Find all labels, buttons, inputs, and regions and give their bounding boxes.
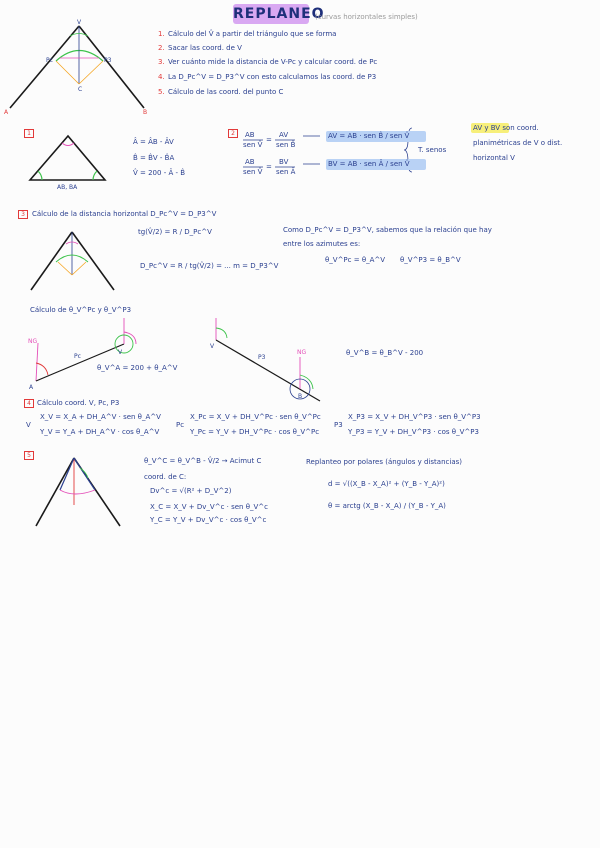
step-2-text: Sacar las coord. de V (168, 44, 242, 52)
diag1-label-v: V (77, 19, 82, 26)
s1-eq-b: B̂ = B̂V - B̂A (133, 154, 175, 162)
step-2-num: 2. (158, 44, 165, 52)
s3-left-v: V (118, 349, 123, 356)
step-5-num: 5. (158, 88, 165, 96)
s3-como-1: Como D_Pc^V = D_P3^V, sabemos que la relación que hay (283, 226, 492, 234)
s3-right-v: V (210, 343, 215, 350)
s2-res1: AV = AB · sen B̂ / sen V̂ (328, 132, 410, 140)
s2-side-note-3: horizontal V (473, 154, 515, 162)
s4-pc-x: X_Pc = X_V + DH_V^Pc · sen θ_V^Pc (190, 413, 321, 421)
s2-brace-note: T. senos (418, 146, 447, 154)
s5-az-eq: θ_V^C = θ_V^B - V̂/2 → Acimut C (144, 457, 262, 465)
s2-f1-num: AB (245, 131, 255, 139)
s3-left-a: A (29, 384, 34, 391)
s3-left-ng: NG (28, 338, 38, 345)
section-3-badge: 3 (18, 210, 28, 219)
s3-right-b: B (298, 393, 303, 400)
s4-p3-y: Y_P3 = Y_V + DH_V^P3 · cos θ_V^P3 (348, 428, 479, 436)
s4-pc-y: Y_Pc = Y_V + DH_V^Pc · cos θ_V^Pc (190, 428, 320, 436)
step-4-text: La D_Pc^V = D_P3^V con esto calculamos las coord. de P3 (168, 73, 377, 81)
s5-coord-c: coord. de C: (144, 473, 187, 481)
s5-xc-eq: X_C = X_V + Dv_V^c · sen θ_V^c (150, 503, 269, 511)
section-5-badge: 5 (24, 451, 34, 460)
s4-v-x: X_V = X_A + DH_A^V · sen θ_A^V (40, 413, 161, 421)
section-1-badge: 1 (24, 129, 34, 138)
s3-heading: Cálculo de la distancia horizontal D_Pc^V = D_P3^V (32, 210, 217, 218)
s4-heading: Cálculo coord. V, Pc, P3 (37, 399, 120, 407)
s3-rel-1: θ_V^Pc = θ_A^V (325, 256, 386, 264)
s5-d-eq: d = √((X_B - X_A)² + (Y_B - Y_A)²) (328, 480, 445, 488)
s2-f2-rden: sen Â (276, 168, 296, 176)
step-1-num: 1. (158, 30, 165, 38)
diag1-label-b: B (143, 109, 148, 116)
page-title: REPLANEO (233, 6, 325, 22)
s3-eq-right: θ_V^B = θ_B^V - 200 (346, 349, 424, 357)
s1-base-label: AB, BA (57, 184, 78, 191)
s1-eq-a: Â = ÂB - ÂV (133, 138, 174, 146)
step-3-text: Ver cuánto mide la distancia de V-Pc y calcular coord. de Pc (168, 58, 378, 66)
step-5-text: Cálculo de las coord. del punto C (168, 88, 284, 96)
section-4-badge: 4 (24, 399, 34, 408)
s3-left-pc: Pc (74, 353, 81, 360)
s2-res2: BV = AB · sen Â / sen V̂ (328, 160, 410, 168)
s3-tg-eq: tg(V̂/2) = R / D_Pc^V (138, 228, 212, 236)
s5-yc-eq: Y_C = Y_V + Dv_V^c · cos θ_V^c (150, 516, 267, 524)
s3-rel-2: θ_V^P3 = θ_B^V (400, 256, 461, 264)
s5-dv-eq: Dv^c = √(R² + D_V^2) (150, 487, 232, 495)
s5-theta-eq: θ = arctg (X_B - X_A) / (Y_B - Y_A) (328, 502, 446, 510)
s3-eq-left: θ_V^A = 200 + θ_A^V (97, 364, 178, 372)
s1-eq-v: V̂ = 200 - Â - B̂ (133, 169, 186, 177)
s4-p3-label: P3 (334, 421, 343, 429)
s4-v-y: Y_V = Y_A + DH_A^V · cos θ_A^V (40, 428, 160, 436)
s2-side-note-2: planimétricas de V o dist. (473, 139, 563, 147)
s2-eq1: = (266, 136, 272, 144)
s2-f1-rden: sen B̂ (276, 141, 296, 149)
s3-right-p3: P3 (258, 354, 266, 361)
s2-f2-den: sen V̂ (243, 168, 263, 176)
step-4-num: 4. (158, 73, 165, 81)
s3-d-eq: D_Pc^V = R / tg(V̂/2) = ... m = D_P3^V (140, 262, 279, 270)
s2-eq2: = (266, 163, 272, 171)
s3-como-2: entre los azimutes es: (283, 240, 361, 248)
s5-polar-head: Replanteo por polares (ángulos y distancias) (306, 458, 462, 466)
s2-f2-num: AB (245, 158, 255, 166)
diag1-label-a: A (4, 109, 9, 116)
s2-f1-rnum: AV (279, 131, 289, 139)
s3-right-ng: NG (297, 349, 307, 356)
diag1-label-c: C (78, 86, 83, 93)
s4-p3-x: X_P3 = X_V + DH_V^P3 · sen θ_V^P3 (348, 413, 481, 421)
diag1-label-pc: Pc (46, 57, 53, 64)
step-3-num: 3. (158, 58, 165, 66)
s2-side-note-1: AV y BV son coord. (473, 124, 539, 132)
section-2-badge: 2 (228, 129, 238, 138)
page-subtitle: (curvas horizontales simples) (315, 13, 418, 21)
diag1-label-p3: P3 (104, 57, 112, 64)
s2-f2-rnum: BV (279, 158, 289, 166)
s3-calc-head: Cálculo de θ_V^Pc y θ_V^P3 (30, 306, 132, 314)
s4-v-label: V (26, 421, 31, 429)
s4-pc-label: Pc (176, 421, 185, 429)
step-1-text: Cálculo del V̂ a partir del triángulo que se forma (168, 30, 337, 38)
s2-f1-den: sen V̂ (243, 141, 263, 149)
